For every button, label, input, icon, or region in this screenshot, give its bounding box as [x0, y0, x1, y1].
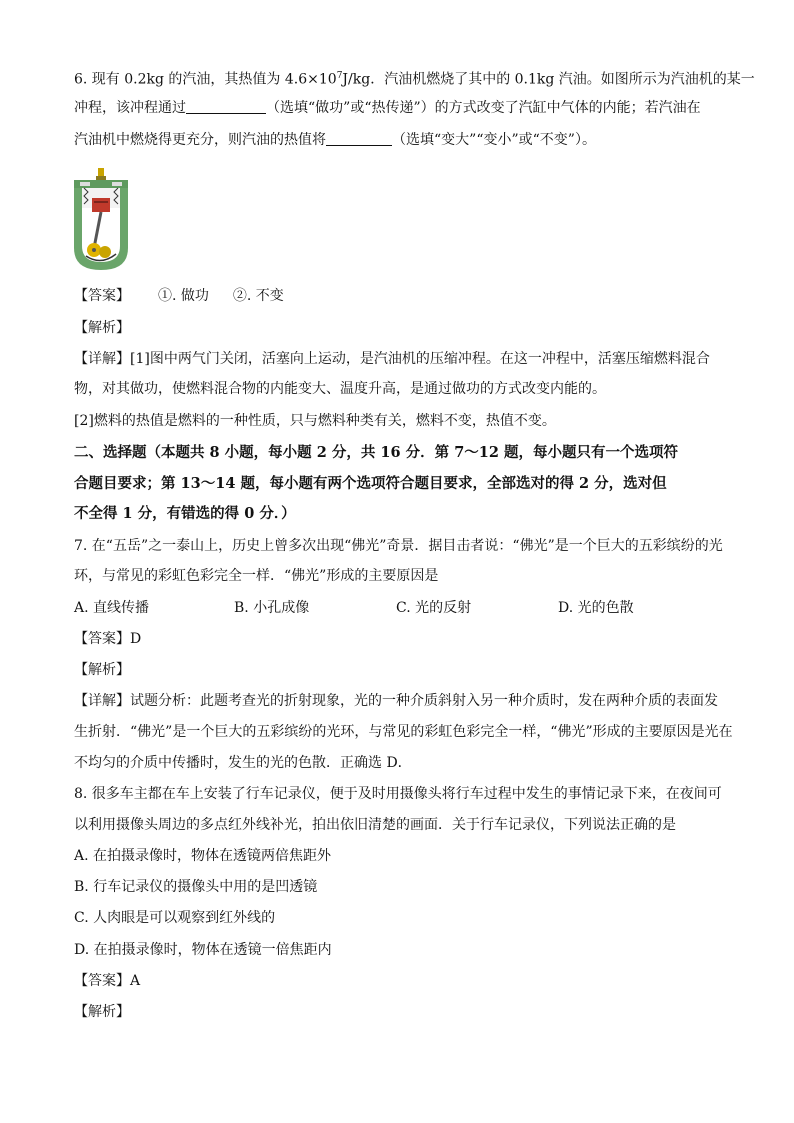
- section-2-line-3: 不全得 1 分，有错选的得 0 分．）: [74, 505, 296, 522]
- gasoline-engine-figure: [72, 168, 130, 272]
- q8-option-b[interactable]: B. 行车记录仪的摄像头中用的是凹透镜: [74, 879, 318, 895]
- q6-detail-3: [2]燃料的热值是燃料的一种性质，只与燃料种类有关，燃料不变，热值不变。: [74, 413, 556, 429]
- q8-line-2: 以利用摄像头周边的多点红外线补光，拍出依旧清楚的画面．关于行车记录仪，下列说法正确的是: [74, 817, 676, 833]
- q6-line-1-b: J/kg．汽油机燃烧了其中的 0.1kg 汽油。如图所示为汽油机的某一: [342, 71, 755, 88]
- q8-analysis-tag: 【解析】: [74, 1004, 130, 1020]
- q7-option-c[interactable]: C. 光的反射: [396, 600, 472, 616]
- q6-analysis-tag: 【解析】: [74, 320, 130, 336]
- q6-line-1: [74, 66, 755, 90]
- q7-option-b[interactable]: B. 小孔成像: [234, 600, 310, 616]
- q8-option-a[interactable]: A. 在拍摄录像时，物体在透镜两倍焦距外: [74, 848, 332, 864]
- q6-line-2-b: （选填“做功”或“热传递”）的方式改变了汽缸中气体的内能；若汽油在: [266, 100, 701, 116]
- answer-2: ②. 不变: [232, 288, 284, 304]
- q7-line-1: 7. 在“五岳”之一泰山上，历史上曾多次出现“佛光”奇景．据目击者说：“佛光”是一个巨大的五彩缤纷的光: [74, 538, 723, 554]
- answer-blank-1[interactable]: [186, 99, 266, 114]
- q8-answer: 【答案】A: [74, 973, 141, 989]
- q7-option-a[interactable]: A. 直线传播: [74, 600, 150, 616]
- q6-detail-2: 物，对其做功，使燃料混合物的内能变大、温度升高，是通过做功的方式改变内能的。: [74, 381, 606, 397]
- answer-blank-2[interactable]: [326, 131, 392, 146]
- q6-exponent: 7: [336, 71, 343, 81]
- section-2-line-1: 二、选择题（本题共 8 小题，每小题 2 分，共 16 分．第 7～12 题，每小题只有一个选项符: [74, 444, 679, 461]
- section-2-line-2: 合题目要求；第 13～14 题，每小题有两个选项符合题目要求，全部选对的得 2 分，选对但: [74, 475, 667, 492]
- q7-detail-1: 【详解】试题分析：此题考查光的折射现象，光的一种介质斜射入另一种介质时，发在两种介质的表面发: [74, 693, 718, 709]
- q6-detail-1: 【详解】[1]图中两气门关闭，活塞向上运动，是汽油机的压缩冲程。在这一冲程中，活塞压缩燃料混合: [74, 351, 710, 367]
- q7-line-2: 环，与常见的彩虹色彩完全一样．“佛光”形成的主要原因是: [74, 568, 439, 584]
- q6-line-2-a: 冲程，该冲程通过: [74, 100, 186, 116]
- q7-detail-2: 生折射．“佛光”是一个巨大的五彩缤纷的光环，与常见的彩虹色彩完全一样，“佛光”形成的主要原因是光在: [74, 724, 733, 740]
- answer-1: ①. 做功: [158, 288, 209, 304]
- q6-answer: [74, 286, 284, 306]
- q6-line-3-b: （选填“变大”“变小”或“不变”）。: [392, 132, 596, 148]
- q7-answer: 【答案】D: [74, 631, 142, 647]
- q8-option-d[interactable]: D. 在拍摄录像时，物体在透镜一倍焦距内: [74, 942, 332, 958]
- q7-analysis-tag: 【解析】: [74, 662, 130, 678]
- q6-line-1-a: 6. 现有 0.2kg 的汽油，其热值为 4.6×10: [74, 71, 337, 88]
- q7-option-d[interactable]: D. 光的色散: [558, 600, 634, 616]
- q6-line-2: [74, 98, 701, 118]
- q8-line-1: 8. 很多车主都在车上安装了行车记录仪，便于及时用摄像头将行车过程中发生的事情记录下来，在夜间可: [74, 786, 722, 802]
- q7-detail-3: 不均匀的介质中传播时，发生的光的色散．正确选 D．: [74, 755, 412, 771]
- answer-tag: 【答案】: [74, 288, 130, 304]
- q6-line-3: [74, 130, 596, 150]
- q8-option-c[interactable]: C. 人肉眼是可以观察到红外线的: [74, 910, 276, 926]
- q6-line-3-a: 汽油机中燃烧得更充分，则汽油的热值将: [74, 132, 326, 148]
